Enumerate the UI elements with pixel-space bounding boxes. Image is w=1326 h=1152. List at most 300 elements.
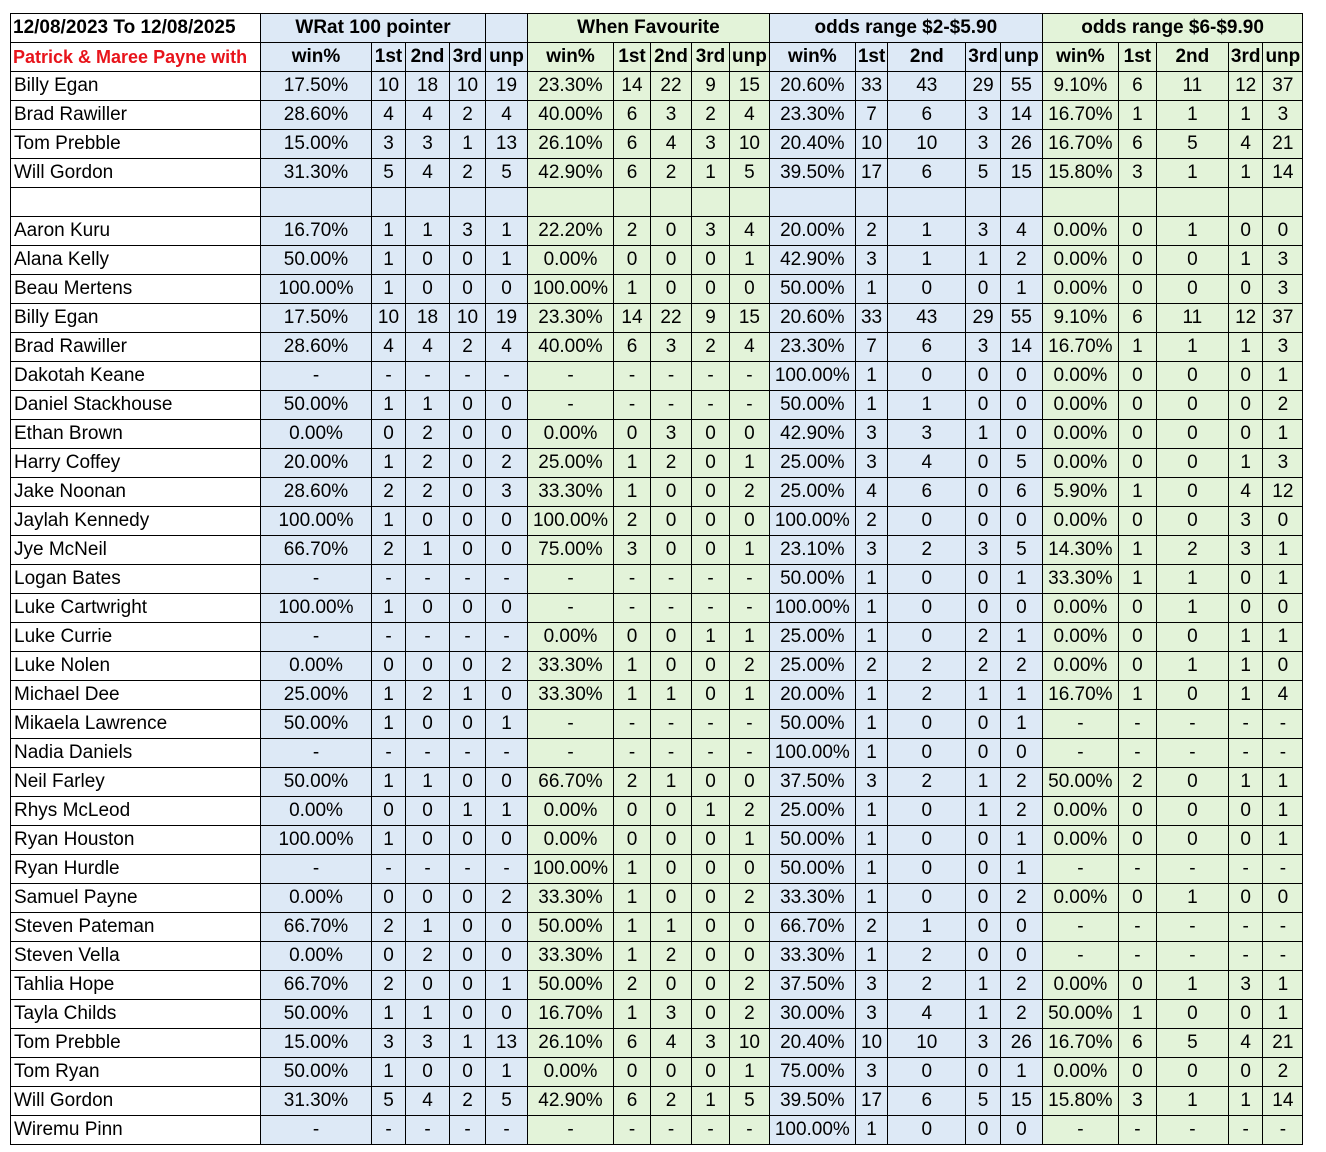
stat-cell[interactable]: 1 <box>486 246 528 275</box>
stat-cell[interactable]: 4 <box>730 333 770 362</box>
stat-cell[interactable]: 6 <box>888 333 966 362</box>
stat-cell[interactable]: 75.00% <box>769 1058 855 1087</box>
stat-cell[interactable]: 0 <box>966 913 1001 942</box>
stat-cell[interactable]: 0.00% <box>1042 507 1118 536</box>
stat-cell[interactable]: 1 <box>614 652 651 681</box>
stat-cell[interactable]: 19 <box>486 304 528 333</box>
stat-cell[interactable]: 1 <box>372 594 406 623</box>
stat-cell[interactable]: 0 <box>1156 246 1228 275</box>
jockey-name-cell[interactable]: Tom Prebble <box>11 130 261 159</box>
stat-cell[interactable]: 2 <box>855 652 887 681</box>
stat-cell[interactable]: 100.00% <box>261 594 372 623</box>
stat-cell[interactable]: - <box>1228 855 1263 884</box>
stat-cell[interactable]: 0 <box>1156 681 1228 710</box>
stat-cell[interactable]: 0 <box>1263 652 1303 681</box>
stat-cell[interactable]: 2 <box>730 652 770 681</box>
stat-cell[interactable]: 1 <box>1000 565 1042 594</box>
col-header-3rd[interactable]: 3rd <box>1228 43 1263 72</box>
stat-cell[interactable]: 1 <box>888 246 966 275</box>
stat-cell[interactable]: 30.00% <box>769 1000 855 1029</box>
col-header-1st[interactable]: 1st <box>372 43 406 72</box>
stat-cell[interactable]: 2 <box>372 536 406 565</box>
stat-cell[interactable]: 0 <box>1118 420 1156 449</box>
stat-cell[interactable]: 1 <box>855 391 887 420</box>
stat-cell[interactable]: 14 <box>1263 159 1303 188</box>
stat-cell[interactable]: 0 <box>888 362 966 391</box>
jockey-name-cell[interactable]: Nadia Daniels <box>11 739 261 768</box>
stat-cell[interactable]: - <box>614 565 651 594</box>
stat-cell[interactable]: 50.00% <box>769 710 855 739</box>
stat-cell[interactable]: 1 <box>614 942 651 971</box>
stat-cell[interactable]: 0 <box>1228 362 1263 391</box>
stat-cell[interactable]: 9 <box>692 304 730 333</box>
stat-cell[interactable]: - <box>528 739 614 768</box>
stat-cell[interactable]: 50.00% <box>261 1058 372 1087</box>
stat-cell[interactable]: 3 <box>651 333 692 362</box>
stat-cell[interactable]: - <box>651 391 692 420</box>
stat-cell[interactable]: - <box>450 1116 486 1145</box>
stat-cell[interactable]: 0 <box>486 826 528 855</box>
jockey-name-cell[interactable]: Harry Coffey <box>11 449 261 478</box>
stat-cell[interactable]: 0.00% <box>528 420 614 449</box>
stat-cell[interactable]: - <box>1263 710 1303 739</box>
stat-cell[interactable]: - <box>261 565 372 594</box>
stat-cell[interactable]: 1 <box>651 768 692 797</box>
stat-cell[interactable]: 50.00% <box>1042 768 1118 797</box>
stat-cell[interactable]: 0 <box>651 217 692 246</box>
stat-cell[interactable]: 2 <box>730 1000 770 1029</box>
stat-cell[interactable]: 0 <box>450 594 486 623</box>
stat-cell[interactable]: 0 <box>450 246 486 275</box>
stat-cell[interactable]: 0.00% <box>1042 362 1118 391</box>
stat-cell[interactable]: 1 <box>1156 971 1228 1000</box>
col-header-2nd[interactable]: 2nd <box>651 43 692 72</box>
stat-cell[interactable]: 1 <box>406 768 450 797</box>
stat-cell[interactable]: 15 <box>730 72 770 101</box>
stat-cell[interactable]: - <box>692 362 730 391</box>
stat-cell[interactable]: 12 <box>1228 72 1263 101</box>
stat-cell[interactable]: 0 <box>614 1058 651 1087</box>
stat-cell[interactable]: 1 <box>888 391 966 420</box>
stat-cell[interactable]: 0 <box>372 420 406 449</box>
stat-cell[interactable]: 0 <box>486 507 528 536</box>
stat-cell[interactable]: 15 <box>1000 1087 1042 1116</box>
stat-cell[interactable]: 4 <box>651 1029 692 1058</box>
stat-cell[interactable]: 0 <box>1118 884 1156 913</box>
jockey-name-cell[interactable]: Samuel Payne <box>11 884 261 913</box>
stat-cell[interactable]: - <box>692 710 730 739</box>
stat-cell[interactable]: 0 <box>1156 420 1228 449</box>
stat-cell[interactable]: 2 <box>651 449 692 478</box>
stat-cell[interactable]: 3 <box>1263 246 1303 275</box>
stat-cell[interactable]: 0 <box>1118 391 1156 420</box>
stat-cell[interactable]: 0 <box>1118 246 1156 275</box>
jockey-name-cell[interactable]: Tom Prebble <box>11 1029 261 1058</box>
stat-cell[interactable]: - <box>651 565 692 594</box>
stat-cell[interactable]: 15.00% <box>261 1029 372 1058</box>
stat-cell[interactable]: 0 <box>692 768 730 797</box>
stat-cell[interactable]: 0 <box>1156 362 1228 391</box>
stat-cell[interactable]: 14 <box>614 72 651 101</box>
stat-cell[interactable]: 0 <box>1118 623 1156 652</box>
stat-cell[interactable]: 15.80% <box>1042 159 1118 188</box>
stat-cell[interactable]: 1 <box>1263 797 1303 826</box>
stat-cell[interactable]: 10 <box>730 130 770 159</box>
stat-cell[interactable]: 1 <box>1000 275 1042 304</box>
stat-cell[interactable]: 0 <box>692 449 730 478</box>
stat-cell[interactable]: 2 <box>450 159 486 188</box>
stat-cell[interactable]: 2 <box>651 942 692 971</box>
group-when-favourite[interactable]: When Favourite <box>528 14 770 43</box>
stat-cell[interactable]: 1 <box>372 681 406 710</box>
stat-cell[interactable]: 1 <box>855 884 887 913</box>
jockey-name-cell[interactable]: Wiremu Pinn <box>11 1116 261 1145</box>
stat-cell[interactable]: 100.00% <box>528 275 614 304</box>
stat-cell[interactable]: 2 <box>1000 1000 1042 1029</box>
stat-cell[interactable]: 1 <box>692 159 730 188</box>
stat-cell[interactable]: - <box>1263 942 1303 971</box>
stat-cell[interactable]: - <box>730 739 770 768</box>
stat-cell[interactable]: 66.70% <box>261 536 372 565</box>
stat-cell[interactable]: 0 <box>651 1058 692 1087</box>
stat-cell[interactable]: 1 <box>730 536 770 565</box>
stat-cell[interactable]: 2 <box>1156 536 1228 565</box>
stat-cell[interactable]: 0 <box>1118 826 1156 855</box>
stat-cell[interactable]: 2 <box>1000 971 1042 1000</box>
col-header-unp[interactable]: unp <box>1263 43 1303 72</box>
stat-cell[interactable]: 0 <box>1156 275 1228 304</box>
stat-cell[interactable]: 0 <box>730 855 770 884</box>
stat-cell[interactable]: 3 <box>888 420 966 449</box>
stat-cell[interactable]: 33.30% <box>1042 565 1118 594</box>
stat-cell[interactable]: 0 <box>450 391 486 420</box>
stat-cell[interactable]: 4 <box>486 333 528 362</box>
stat-cell[interactable]: 33.30% <box>528 681 614 710</box>
jockey-name-cell[interactable]: Tahlia Hope <box>11 971 261 1000</box>
stat-cell[interactable]: 6 <box>888 478 966 507</box>
stat-cell[interactable]: 0 <box>372 797 406 826</box>
stat-cell[interactable]: - <box>1263 739 1303 768</box>
stat-cell[interactable]: 0 <box>730 420 770 449</box>
stat-cell[interactable]: 0.00% <box>1042 971 1118 1000</box>
stat-cell[interactable]: 2 <box>1000 884 1042 913</box>
stat-cell[interactable]: 2 <box>1263 1058 1303 1087</box>
jockey-name-cell[interactable]: Luke Cartwright <box>11 594 261 623</box>
stat-cell[interactable]: 6 <box>614 101 651 130</box>
stat-cell[interactable]: 6 <box>888 1087 966 1116</box>
stat-cell[interactable]: 5 <box>486 159 528 188</box>
stat-cell[interactable]: 1 <box>966 420 1001 449</box>
stat-cell[interactable]: 0 <box>888 594 966 623</box>
stat-cell[interactable]: 4 <box>1263 681 1303 710</box>
stat-cell[interactable]: 0 <box>888 739 966 768</box>
stat-cell[interactable]: 1 <box>1156 101 1228 130</box>
stat-cell[interactable]: 1 <box>730 826 770 855</box>
stat-cell[interactable]: 2 <box>406 942 450 971</box>
stat-cell[interactable]: - <box>450 362 486 391</box>
stat-cell[interactable]: 20.60% <box>769 304 855 333</box>
stat-cell[interactable]: - <box>486 623 528 652</box>
stat-cell[interactable]: 0 <box>1118 449 1156 478</box>
jockey-name-cell[interactable]: Billy Egan <box>11 304 261 333</box>
stat-cell[interactable]: 0 <box>966 507 1001 536</box>
stat-cell[interactable]: 1 <box>855 855 887 884</box>
stat-cell[interactable]: 18 <box>406 72 450 101</box>
stat-cell[interactable]: 0 <box>730 275 770 304</box>
stat-cell[interactable]: - <box>486 1116 528 1145</box>
stat-cell[interactable]: 0 <box>1000 420 1042 449</box>
stat-cell[interactable]: 1 <box>614 449 651 478</box>
stat-cell[interactable]: 3 <box>372 1029 406 1058</box>
stat-cell[interactable]: 0 <box>651 507 692 536</box>
stat-cell[interactable]: - <box>1156 855 1228 884</box>
col-header-3rd[interactable]: 3rd <box>450 43 486 72</box>
col-header-win-pct[interactable]: win% <box>261 43 372 72</box>
stat-cell[interactable]: 3 <box>1263 101 1303 130</box>
stat-cell[interactable]: - <box>450 855 486 884</box>
stat-cell[interactable]: 6 <box>1118 304 1156 333</box>
stat-cell[interactable]: 26.10% <box>528 1029 614 1058</box>
stat-cell[interactable]: 1 <box>966 797 1001 826</box>
stat-cell[interactable]: 20.60% <box>769 72 855 101</box>
stat-cell[interactable]: 33.30% <box>528 884 614 913</box>
stat-cell[interactable]: 50.00% <box>1042 1000 1118 1029</box>
stat-cell[interactable]: 2 <box>855 913 887 942</box>
stat-cell[interactable] <box>730 188 770 217</box>
stat-cell[interactable]: 0 <box>1118 362 1156 391</box>
stat-cell[interactable]: 0 <box>1228 797 1263 826</box>
stat-cell[interactable]: - <box>1228 710 1263 739</box>
trainer-cell[interactable]: Patrick & Maree Payne with <box>11 43 261 72</box>
stat-cell[interactable]: 1 <box>406 1000 450 1029</box>
jockey-name-cell[interactable]: Tom Ryan <box>11 1058 261 1087</box>
stat-cell[interactable]: 1 <box>1228 101 1263 130</box>
stat-cell[interactable]: 1 <box>966 246 1001 275</box>
stat-cell[interactable]: 1 <box>855 826 887 855</box>
stat-cell[interactable]: 1 <box>1263 536 1303 565</box>
stat-cell[interactable]: 1 <box>372 217 406 246</box>
stat-cell[interactable] <box>888 188 966 217</box>
stat-cell[interactable]: 4 <box>372 333 406 362</box>
stat-cell[interactable]: 1 <box>406 913 450 942</box>
jockey-name-cell[interactable]: Luke Currie <box>11 623 261 652</box>
stat-cell[interactable]: 1 <box>372 449 406 478</box>
jockey-name-cell[interactable]: Michael Dee <box>11 681 261 710</box>
stat-cell[interactable]: 16.70% <box>1042 333 1118 362</box>
stat-cell[interactable]: 0 <box>1118 594 1156 623</box>
stat-cell[interactable]: - <box>1228 1116 1263 1145</box>
stat-cell[interactable]: 1 <box>1228 768 1263 797</box>
stat-cell[interactable]: 0 <box>692 681 730 710</box>
stat-cell[interactable]: 2 <box>486 449 528 478</box>
stat-cell[interactable]: 0.00% <box>528 623 614 652</box>
stat-cell[interactable]: 23.30% <box>769 101 855 130</box>
stat-cell[interactable]: 0 <box>406 652 450 681</box>
stat-cell[interactable] <box>769 188 855 217</box>
stat-cell[interactable]: 25.00% <box>769 797 855 826</box>
stat-cell[interactable]: - <box>528 594 614 623</box>
jockey-name-cell[interactable]: Beau Mertens <box>11 275 261 304</box>
stat-cell[interactable]: - <box>372 362 406 391</box>
stat-cell[interactable]: 0 <box>1156 797 1228 826</box>
stat-cell[interactable]: 15.00% <box>261 130 372 159</box>
stat-cell[interactable]: 0 <box>966 855 1001 884</box>
stat-cell[interactable]: 0 <box>692 1000 730 1029</box>
stat-cell[interactable]: 1 <box>1228 681 1263 710</box>
jockey-name-cell[interactable]: Luke Nolen <box>11 652 261 681</box>
jockey-name-cell[interactable]: Ryan Hurdle <box>11 855 261 884</box>
stat-cell[interactable]: 0 <box>372 884 406 913</box>
stat-cell[interactable]: 0 <box>406 710 450 739</box>
stat-cell[interactable]: - <box>486 362 528 391</box>
stat-cell[interactable]: 2 <box>888 971 966 1000</box>
stat-cell[interactable]: 100.00% <box>261 507 372 536</box>
stat-cell[interactable]: 13 <box>486 1029 528 1058</box>
stat-cell[interactable]: 0 <box>1228 1000 1263 1029</box>
stat-cell[interactable]: 42.90% <box>528 159 614 188</box>
stat-cell[interactable]: 0 <box>1156 391 1228 420</box>
stat-cell[interactable]: 2 <box>486 884 528 913</box>
stat-cell[interactable]: 100.00% <box>769 594 855 623</box>
stat-cell[interactable]: 3 <box>372 130 406 159</box>
col-header-unp[interactable]: unp <box>1000 43 1042 72</box>
stat-cell[interactable]: 1 <box>1156 565 1228 594</box>
stat-cell[interactable]: 2 <box>406 681 450 710</box>
stat-cell[interactable]: 55 <box>1000 304 1042 333</box>
jockey-name-cell[interactable]: Mikaela Lawrence <box>11 710 261 739</box>
jockey-name-cell[interactable]: Jake Noonan <box>11 478 261 507</box>
stat-cell[interactable]: 0.00% <box>528 1058 614 1087</box>
stat-cell[interactable]: 3 <box>966 536 1001 565</box>
stat-cell[interactable]: 0 <box>450 1058 486 1087</box>
stat-cell[interactable]: 0 <box>651 536 692 565</box>
stat-cell[interactable]: 42.90% <box>528 1087 614 1116</box>
stat-cell[interactable]: 0 <box>1118 1058 1156 1087</box>
stat-cell[interactable]: - <box>372 739 406 768</box>
stat-cell[interactable]: 50.00% <box>261 1000 372 1029</box>
col-header-3rd[interactable]: 3rd <box>966 43 1001 72</box>
stat-cell[interactable]: 2 <box>692 333 730 362</box>
stat-cell[interactable]: 26.10% <box>528 130 614 159</box>
stat-cell[interactable]: - <box>1042 710 1118 739</box>
stat-cell[interactable]: - <box>651 739 692 768</box>
stat-cell[interactable]: 66.70% <box>261 971 372 1000</box>
stat-cell[interactable]: 0.00% <box>261 420 372 449</box>
stat-cell[interactable]: 0 <box>888 884 966 913</box>
stat-cell[interactable]: 1 <box>1156 333 1228 362</box>
stat-cell[interactable]: 1 <box>1228 1087 1263 1116</box>
stat-cell[interactable]: 0 <box>614 420 651 449</box>
stat-cell[interactable]: 50.00% <box>261 768 372 797</box>
stat-cell[interactable]: 1 <box>1263 826 1303 855</box>
stat-cell[interactable] <box>1000 188 1042 217</box>
stat-cell[interactable]: 3 <box>966 101 1001 130</box>
stat-cell[interactable]: 40.00% <box>528 333 614 362</box>
stat-cell[interactable]: 1 <box>486 710 528 739</box>
stat-cell[interactable]: 0 <box>1000 507 1042 536</box>
stat-cell[interactable]: 5 <box>730 159 770 188</box>
stat-cell[interactable]: - <box>1118 710 1156 739</box>
stat-cell[interactable]: 0 <box>406 797 450 826</box>
stat-cell[interactable]: 0 <box>692 884 730 913</box>
stat-cell[interactable]: 5 <box>1000 449 1042 478</box>
stat-cell[interactable]: 37 <box>1263 304 1303 333</box>
stat-cell[interactable]: 0 <box>888 710 966 739</box>
stat-cell[interactable]: 1 <box>1118 681 1156 710</box>
stat-cell[interactable]: - <box>1042 1116 1118 1145</box>
stat-cell[interactable]: 0.00% <box>1042 275 1118 304</box>
stat-cell[interactable]: - <box>372 855 406 884</box>
stat-cell[interactable]: 2 <box>888 768 966 797</box>
stat-cell[interactable]: 0 <box>966 391 1001 420</box>
stat-cell[interactable]: 23.30% <box>528 304 614 333</box>
stat-cell[interactable]: 10 <box>372 304 406 333</box>
stat-cell[interactable]: 0 <box>888 826 966 855</box>
stat-cell[interactable]: 1 <box>855 942 887 971</box>
stat-cell[interactable]: 4 <box>888 449 966 478</box>
stat-cell[interactable]: 0 <box>450 507 486 536</box>
stat-cell[interactable]: 0 <box>966 884 1001 913</box>
stat-cell[interactable]: 0 <box>450 1000 486 1029</box>
stat-cell[interactable]: 2 <box>406 449 450 478</box>
stat-cell[interactable]: - <box>486 739 528 768</box>
stat-cell[interactable]: - <box>651 1116 692 1145</box>
stat-cell[interactable]: - <box>1042 739 1118 768</box>
col-header-win-pct[interactable]: win% <box>1042 43 1118 72</box>
stat-cell[interactable]: 1 <box>1000 826 1042 855</box>
stat-cell[interactable]: 0 <box>1228 826 1263 855</box>
stat-cell[interactable]: 1 <box>1263 362 1303 391</box>
stat-cell[interactable]: - <box>372 565 406 594</box>
stat-cell[interactable]: 1 <box>1263 768 1303 797</box>
stat-cell[interactable]: 1 <box>855 565 887 594</box>
group-wrat-100-pointer[interactable]: WRat 100 pointer <box>261 14 486 43</box>
stat-cell[interactable]: - <box>614 710 651 739</box>
stat-cell[interactable]: 2 <box>1000 797 1042 826</box>
stat-cell[interactable]: 0 <box>692 971 730 1000</box>
stat-cell[interactable]: 7 <box>855 333 887 362</box>
stat-cell[interactable]: 10 <box>450 304 486 333</box>
stat-cell[interactable]: 66.70% <box>528 768 614 797</box>
stat-cell[interactable]: 5.90% <box>1042 478 1118 507</box>
stat-cell[interactable]: 12 <box>1263 478 1303 507</box>
stat-cell[interactable]: - <box>1228 913 1263 942</box>
stat-cell[interactable]: 1 <box>651 913 692 942</box>
stat-cell[interactable]: 0 <box>692 913 730 942</box>
col-header-win-pct[interactable]: win% <box>769 43 855 72</box>
stat-cell[interactable]: 0 <box>1263 217 1303 246</box>
stat-cell[interactable]: 1 <box>614 855 651 884</box>
stat-cell[interactable]: 2 <box>406 478 450 507</box>
stat-cell[interactable]: 33.30% <box>528 652 614 681</box>
stat-cell[interactable]: 0 <box>966 1116 1001 1145</box>
stat-cell[interactable]: 0 <box>486 420 528 449</box>
stat-cell[interactable]: 1 <box>966 768 1001 797</box>
stat-cell[interactable]: 0 <box>651 652 692 681</box>
stat-cell[interactable]: 1 <box>1118 536 1156 565</box>
stat-cell[interactable]: 6 <box>888 159 966 188</box>
stat-cell[interactable]: 2 <box>651 1087 692 1116</box>
stat-cell[interactable]: 1 <box>450 1029 486 1058</box>
stat-cell[interactable]: - <box>1228 942 1263 971</box>
stat-cell[interactable]: 4 <box>1000 217 1042 246</box>
stat-cell[interactable]: 0 <box>651 623 692 652</box>
stat-cell[interactable]: 1 <box>855 797 887 826</box>
stat-cell[interactable]: 2 <box>855 217 887 246</box>
col-header-1st[interactable]: 1st <box>614 43 651 72</box>
stat-cell[interactable]: - <box>730 1116 770 1145</box>
stat-cell[interactable]: 1 <box>1228 246 1263 275</box>
